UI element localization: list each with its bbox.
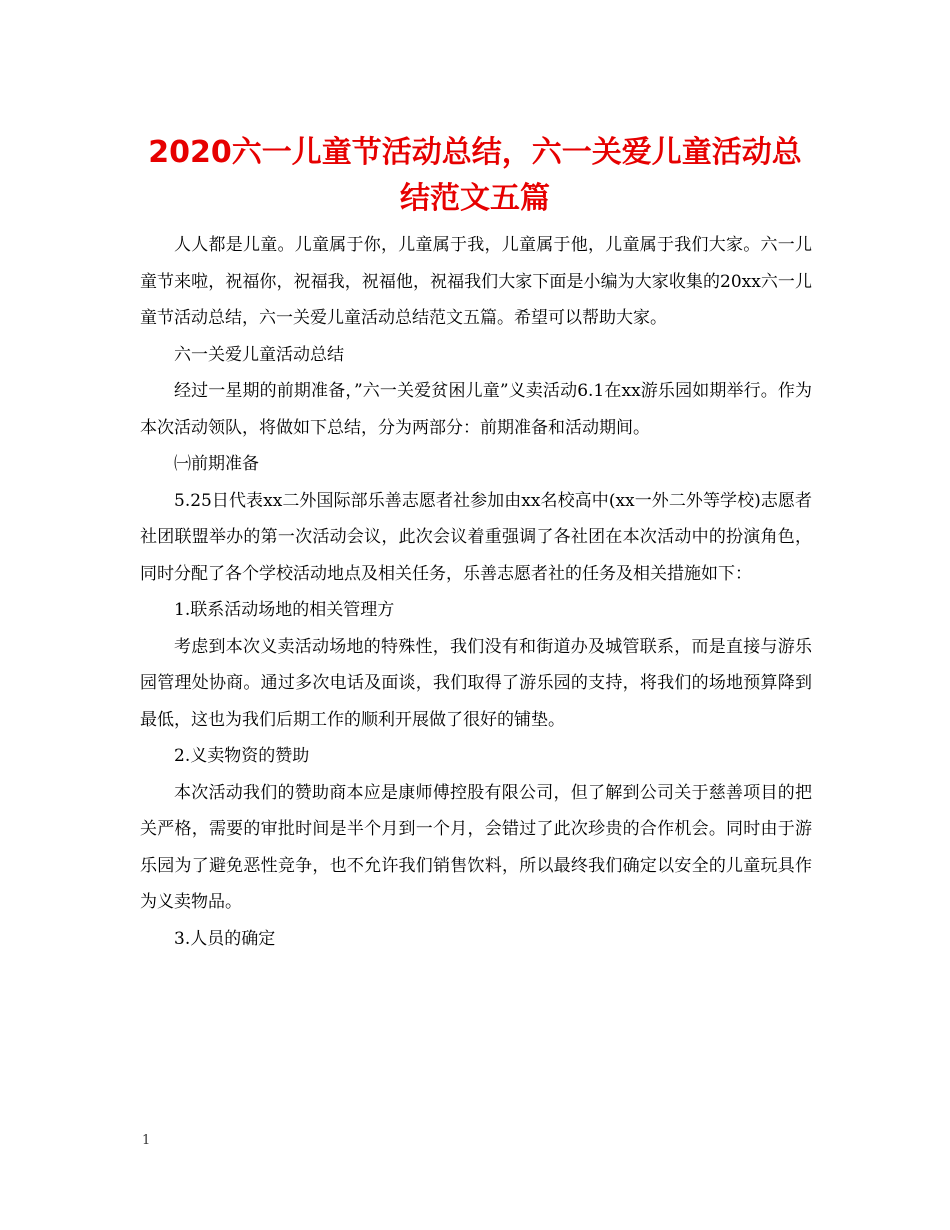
document-title: 2020六一儿童节活动总结，六一关爱儿童活动总结范文五篇 <box>148 135 802 216</box>
list-item-heading: 3.人员的确定 <box>174 928 276 949</box>
list-item-heading: 2.义卖物资的赞助 <box>174 746 310 766</box>
list-item-heading: 1.联系活动场地的相关管理方 <box>174 600 395 620</box>
body-paragraph: 5.25日代表xx二外国际部乐善志愿者社参加由xx名校高中(xx一外二外等学校)志愿者社团联盟举办的第一次活动会议，此次会议着重强调了各社团在本次活动中的扮演角色，同时分配了各个学校活动地点及相关任务，乐善志愿者社的任务及相关措施如下： <box>140 490 812 584</box>
body-paragraph: 考虑到本次义卖活动场地的特殊性，我们没有和街道办及城管联系，而是直接与游乐园管理处协商。通过多次电话及面谈，我们取得了游乐园的支持，将我们的场地预算降到最低，这也为我们后期工作的顺利开展做了很好的铺垫。 <box>140 636 812 730</box>
intro-paragraph: 人人都是儿童。儿童属于你，儿童属于我，儿童属于他，儿童属于我们大家。六一儿童节来啦，祝福你，祝福我，祝福他，祝福我们大家下面是小编为大家收集的20xx六一儿童节活动总结，六一关爱儿童活动总结范文五篇。希望可以帮助大家。 <box>140 235 812 328</box>
subsection-heading: ㈠前期准备 <box>174 454 259 474</box>
page-number: 1 <box>142 1133 151 1148</box>
section-heading: 六一关爱儿童活动总结 <box>174 344 344 365</box>
body-paragraph: 经过一星期的前期准备，”六一关爱贫困儿童”义卖活动6.1在xx游乐园如期举行。作为本次活动领队，将做如下总结，分为两部分：前期准备和活动期间。 <box>140 381 812 438</box>
body-paragraph: 本次活动我们的赞助商本应是康师傅控股有限公司，但了解到公司关于慈善项目的把关严格，需要的审批时间是半个月到一个月，会错过了此次珍贵的合作机会。同时由于游乐园为了避免恶性竞争，也不允许我们销售饮料，所以最终我们确定以安全的儿童玩具作为义卖物品。 <box>140 782 812 912</box>
document-body <box>140 227 812 957</box>
